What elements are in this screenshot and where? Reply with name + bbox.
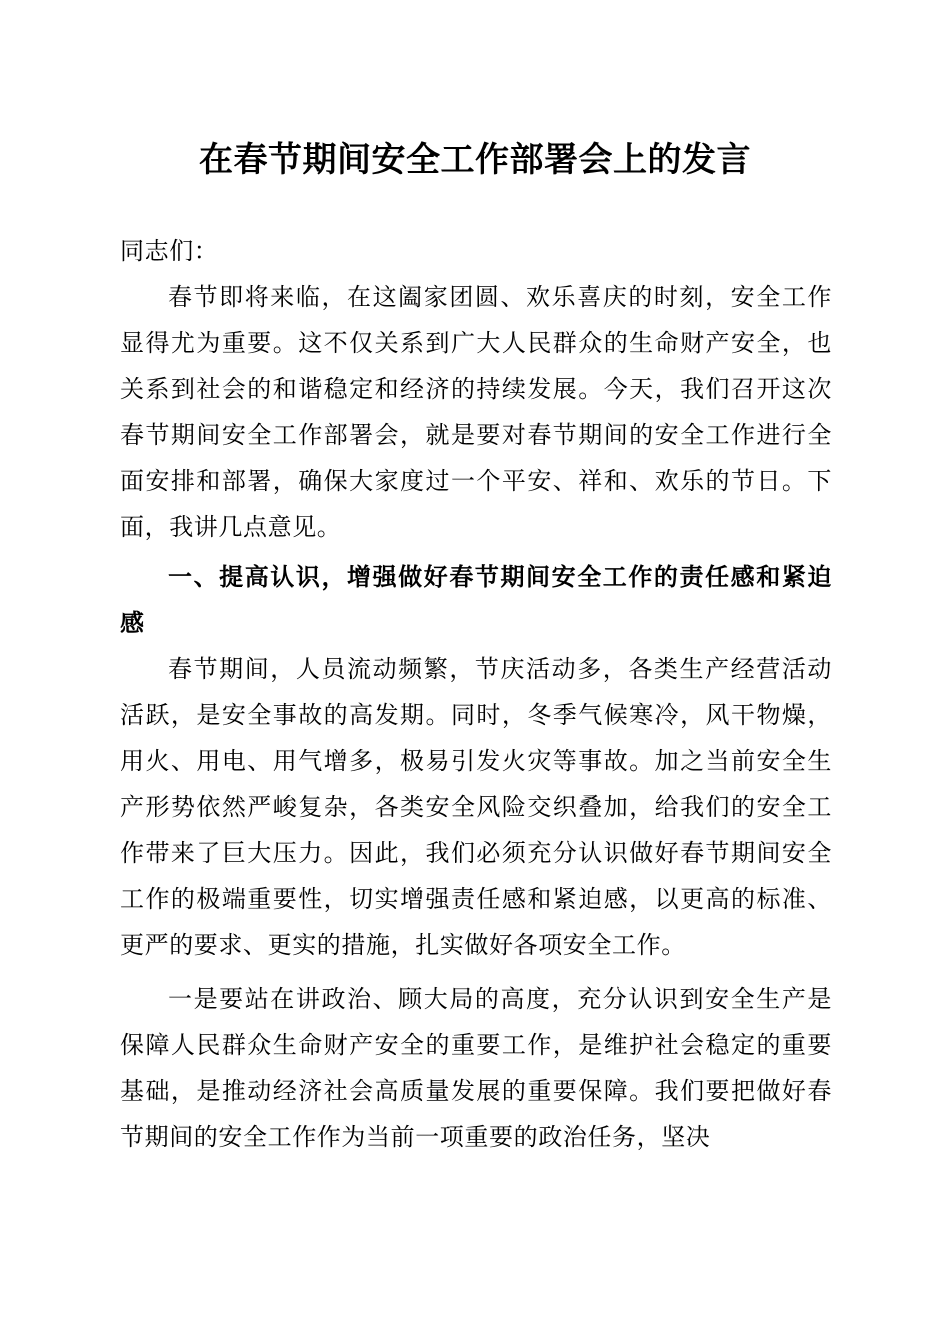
- section1-paragraph-1: 春节期间，人员流动频繁，节庆活动多，各类生产经营活动活跃，是安全事故的高发期。同时，冬季气候寒冷，风干物燥，用火、用电、用气增多，极易引发火灾等事故。加之当前安全生产形势依然严峻复杂，各类安全风险交织叠加，给我们的安全工作带来了巨大压力。因此，我们必须充分认识做好春节期间安全工作的极端重要性，切实增强责任感和紧迫感，以更高的标准、更严的要求、更实的措施，扎实做好各项安全工作。: [120, 655, 832, 959]
- document-body: [120, 228, 832, 1160]
- section-heading-1: 一、提高认识，增强做好春节期间安全工作的责任感和紧迫感: [120, 563, 832, 637]
- intro-paragraph: 春节即将来临，在这阖家团圆、欢乐喜庆的时刻，安全工作显得尤为重要。这不仅关系到广大人民群众的生命财产安全，也关系到社会的和谐稳定和经济的持续发展。今天，我们召开这次春节期间安全工作部署会，就是要对春节期间的安全工作进行全面安排和部署，确保大家度过一个平安、祥和、欢乐的节日。下面，我讲几点意见。: [120, 283, 832, 541]
- salutation: 同志们：: [120, 237, 219, 265]
- document-title: 在春节期间安全工作部署会上的发言: [199, 140, 751, 180]
- section1-paragraph-2: 一是要站在讲政治、顾大局的高度，充分认识到安全生产是保障人民群众生命财产安全的重要工作，是维护社会稳定的重要基础，是推动经济社会高质量发展的重要保障。我们要把做好春节期间的安全工作作为当前一项重要的政治任务，坚决: [120, 985, 832, 1151]
